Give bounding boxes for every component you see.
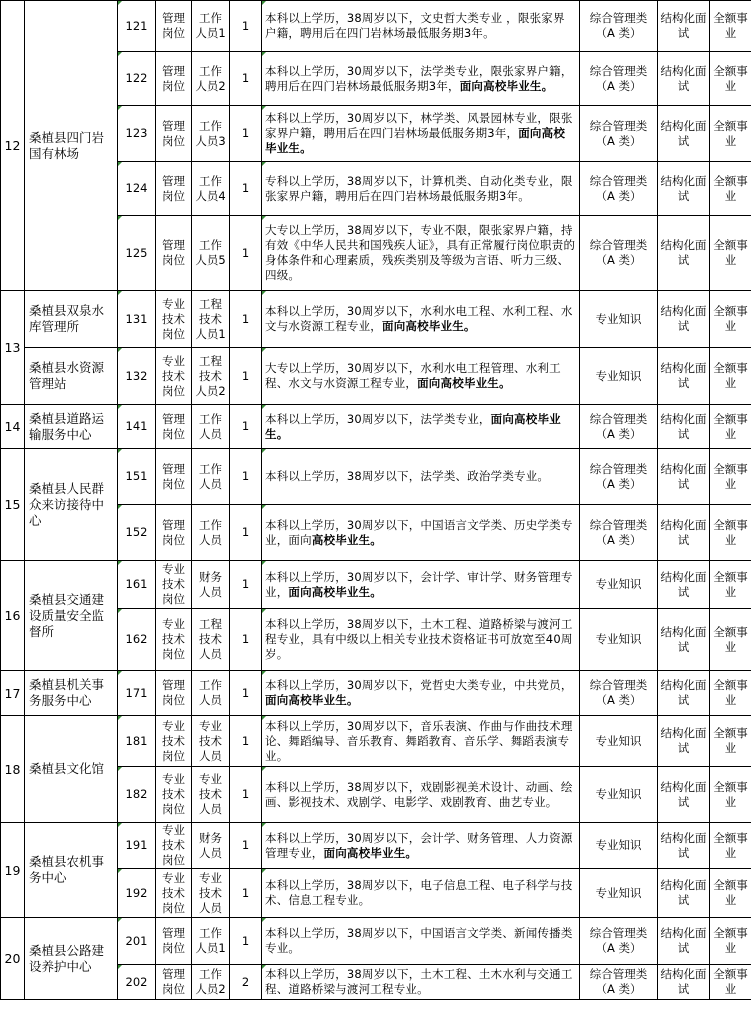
position-name-cell: 工作人员 — [192, 449, 230, 505]
position-code-cell: 181 — [118, 716, 156, 767]
position-code-cell: 124 — [118, 162, 156, 216]
headcount-cell: 1 — [230, 52, 262, 106]
requirements-text: 本科以上学历，30周岁以下，党哲史大类专业，中共党员， — [265, 678, 573, 692]
position-name-cell: 工程技术人员2 — [192, 348, 230, 405]
headcount-cell: 1 — [230, 106, 262, 162]
requirements-text: 本科以上学历，38周岁以下，土木工程、道路桥梁与渡河工程专业，具有中级以上相关专业技术资格证书可放宽至40周岁。 — [265, 617, 573, 661]
headcount-cell: 1 — [230, 449, 262, 505]
requirements-text: 本科以上学历，30周岁以下，会计学、审计学、财务管理专业， — [265, 569, 573, 599]
funding-nature-cell: 全额事业 — [710, 767, 751, 823]
position-category-cell: 专业技术岗位 — [156, 767, 192, 823]
sequence-cell: 14 — [1, 405, 25, 449]
requirements-emphasis: 面向高校毕业生。 — [265, 126, 566, 155]
requirements-text: 专科以上学历，38周岁以下，计算机类、自动化类专业，限张家界户籍，聘用后在四门岩林场最低服务期3年。 — [265, 173, 573, 203]
position-name-cell: 工作人员1 — [192, 1, 230, 52]
requirements-cell — [262, 449, 580, 505]
funding-nature-cell: 全额事业 — [710, 216, 751, 291]
unit-name-cell: 桑植县公路建设养护中心 — [25, 918, 118, 1000]
written-test-cell: 专业知识 — [580, 869, 658, 918]
requirements-text: 本科以上学历，30周岁以下，音乐表演、作曲与作曲技术理论、舞蹈编导、音乐教育、舞蹈教育、音乐学、舞蹈表演专业。 — [265, 718, 573, 763]
position-category-cell: 管理岗位 — [156, 671, 192, 716]
written-test-cell: 专业知识 — [580, 348, 658, 405]
sequence-cell: 18 — [1, 716, 25, 823]
requirements-cell — [262, 671, 580, 716]
interview-type-cell: 结构化面试 — [658, 609, 710, 671]
position-code-cell: 121 — [118, 1, 156, 52]
requirements-text: 本科以上学历，38周岁以下，法学类、政治学类专业。 — [265, 469, 550, 483]
written-test-cell: 综合管理类（A 类） — [580, 918, 658, 965]
requirements-cell — [262, 405, 580, 449]
written-test-cell: 专业知识 — [580, 291, 658, 348]
position-code-cell: 161 — [118, 561, 156, 609]
requirements-cell — [262, 291, 580, 348]
position-category-cell: 管理岗位 — [156, 505, 192, 561]
funding-nature-cell: 全额事业 — [710, 1, 751, 52]
position-name-cell: 工作人员 — [192, 505, 230, 561]
position-code-cell: 192 — [118, 869, 156, 918]
position-category-cell: 管理岗位 — [156, 405, 192, 449]
position-category-cell: 专业技术岗位 — [156, 823, 192, 869]
sequence-cell: 20 — [1, 918, 25, 1000]
interview-type-cell: 结构化面试 — [658, 767, 710, 823]
unit-name-cell: 桑植县水资源管理站 — [25, 348, 118, 405]
headcount-cell: 2 — [230, 965, 262, 1000]
requirements-text: 本科以上学历，30周岁以下，林学类、风景园林专业，限张家界户籍，聘用后在四门岩林场最低服务期3年， — [265, 111, 573, 140]
position-name-cell: 工作人员2 — [192, 52, 230, 106]
headcount-cell: 1 — [230, 348, 262, 405]
interview-type-cell: 结构化面试 — [658, 918, 710, 965]
position-name-cell: 专业技术人员 — [192, 716, 230, 767]
table-row — [1, 561, 751, 609]
funding-nature-cell: 全额事业 — [710, 291, 751, 348]
requirements-text: 本科以上学历，30周岁以下，中国语言文学类、历史学类专业，面向 — [265, 517, 573, 547]
table-row — [1, 348, 751, 405]
position-code-cell: 141 — [118, 405, 156, 449]
position-code-cell: 151 — [118, 449, 156, 505]
position-name-cell: 工作人员 — [192, 405, 230, 449]
headcount-cell: 1 — [230, 823, 262, 869]
unit-name-cell: 桑植县人民群众来访接待中心 — [25, 449, 118, 561]
table-row — [1, 918, 751, 965]
position-name-cell: 专业技术人员 — [192, 869, 230, 918]
written-test-cell: 综合管理类（A 类） — [580, 671, 658, 716]
position-code-cell: 162 — [118, 609, 156, 671]
position-name-cell: 工作人员1 — [192, 918, 230, 965]
written-test-cell: 综合管理类（A 类） — [580, 106, 658, 162]
position-category-cell: 专业技术岗位 — [156, 291, 192, 348]
requirements-cell — [262, 869, 580, 918]
written-test-cell: 综合管理类（A 类） — [580, 216, 658, 291]
written-test-cell: 专业知识 — [580, 767, 658, 823]
requirements-cell — [262, 918, 580, 965]
position-code-cell: 152 — [118, 505, 156, 561]
position-category-cell: 管理岗位 — [156, 965, 192, 1000]
written-test-cell: 综合管理类（A 类） — [580, 965, 658, 1000]
interview-type-cell: 结构化面试 — [658, 106, 710, 162]
position-name-cell: 工程技术人员1 — [192, 291, 230, 348]
position-name-cell: 工作人员4 — [192, 162, 230, 216]
funding-nature-cell: 全额事业 — [710, 609, 751, 671]
headcount-cell: 1 — [230, 216, 262, 291]
interview-type-cell: 结构化面试 — [658, 965, 710, 1000]
interview-type-cell: 结构化面试 — [658, 405, 710, 449]
position-code-cell: 132 — [118, 348, 156, 405]
headcount-cell: 1 — [230, 609, 262, 671]
unit-name-cell: 桑植县机关事务服务中心 — [25, 671, 118, 716]
unit-name-cell: 桑植县四门岩国有林场 — [25, 1, 118, 291]
written-test-cell: 专业知识 — [580, 561, 658, 609]
interview-type-cell: 结构化面试 — [658, 1, 710, 52]
position-code-cell: 131 — [118, 291, 156, 348]
position-code-cell: 123 — [118, 106, 156, 162]
interview-type-cell: 结构化面试 — [658, 216, 710, 291]
requirements-cell — [262, 965, 580, 1000]
unit-name-cell: 桑植县双泉水库管理所 — [25, 291, 118, 348]
sequence-cell: 17 — [1, 671, 25, 716]
requirements-cell — [262, 505, 580, 561]
position-category-cell: 专业技术岗位 — [156, 348, 192, 405]
requirements-cell — [262, 1, 580, 52]
position-name-cell: 工程技术人员 — [192, 609, 230, 671]
written-test-cell: 专业知识 — [580, 609, 658, 671]
requirements-text: 本科以上学历，38周岁以下，土木工程、土木水利与交通工程、道路桥梁与渡河工程专业。 — [265, 967, 573, 996]
table-row — [1, 671, 751, 716]
sequence-cell: 15 — [1, 449, 25, 561]
interview-type-cell: 结构化面试 — [658, 869, 710, 918]
funding-nature-cell: 全额事业 — [710, 561, 751, 609]
table-row — [1, 405, 751, 449]
interview-type-cell: 结构化面试 — [658, 505, 710, 561]
requirements-cell — [262, 609, 580, 671]
position-name-cell: 财务人员 — [192, 823, 230, 869]
headcount-cell: 1 — [230, 1, 262, 52]
headcount-cell: 1 — [230, 716, 262, 767]
position-code-cell: 171 — [118, 671, 156, 716]
headcount-cell: 1 — [230, 505, 262, 561]
requirements-emphasis: 面向高校毕业生。 — [265, 693, 359, 707]
requirements-cell — [262, 716, 580, 767]
sequence-cell: 12 — [1, 1, 25, 291]
written-test-cell: 综合管理类（A 类） — [580, 505, 658, 561]
position-code-cell: 125 — [118, 216, 156, 291]
position-name-cell: 工作人员5 — [192, 216, 230, 291]
interview-type-cell: 结构化面试 — [658, 291, 710, 348]
sequence-cell: 13 — [1, 291, 25, 405]
interview-type-cell: 结构化面试 — [658, 561, 710, 609]
position-category-cell: 管理岗位 — [156, 216, 192, 291]
requirements-text: 本科以上学历，38周岁以下，戏剧影视美术设计、动画、绘画、影视技术、戏剧学、电影学、戏剧教育、曲艺专业。 — [265, 779, 573, 809]
table-row — [1, 716, 751, 767]
requirements-cell — [262, 348, 580, 405]
position-name-cell: 工作人员3 — [192, 106, 230, 162]
sequence-cell: 19 — [1, 823, 25, 918]
position-category-cell: 管理岗位 — [156, 106, 192, 162]
position-category-cell: 管理岗位 — [156, 449, 192, 505]
table-row — [1, 449, 751, 505]
requirements-text: 本科以上学历，38周岁以下，电子信息工程、电子科学与技术、信息工程专业。 — [265, 878, 573, 907]
position-category-cell: 专业技术岗位 — [156, 716, 192, 767]
funding-nature-cell: 全额事业 — [710, 348, 751, 405]
funding-nature-cell: 全额事业 — [710, 823, 751, 869]
position-name-cell: 工作人员2 — [192, 965, 230, 1000]
unit-name-cell: 桑植县农机事务中心 — [25, 823, 118, 918]
position-category-cell: 管理岗位 — [156, 1, 192, 52]
position-code-cell: 202 — [118, 965, 156, 1000]
table-row — [1, 823, 751, 869]
funding-nature-cell: 全额事业 — [710, 716, 751, 767]
funding-nature-cell: 全额事业 — [710, 162, 751, 216]
requirements-emphasis: 面向高校毕业生。 — [417, 376, 511, 390]
requirements-cell — [262, 52, 580, 106]
requirements-emphasis: 面向高校毕业生。 — [265, 411, 561, 441]
funding-nature-cell: 全额事业 — [710, 965, 751, 1000]
written-test-cell: 专业知识 — [580, 716, 658, 767]
position-category-cell: 管理岗位 — [156, 918, 192, 965]
funding-nature-cell: 全额事业 — [710, 106, 751, 162]
position-category-cell: 专业技术岗位 — [156, 561, 192, 609]
position-code-cell: 182 — [118, 767, 156, 823]
unit-name-cell: 桑植县道路运输服务中心 — [25, 405, 118, 449]
position-category-cell: 专业技术岗位 — [156, 609, 192, 671]
requirements-cell — [262, 216, 580, 291]
requirements-emphasis: 面向高校毕业生。 — [459, 78, 554, 93]
position-name-cell: 财务人员 — [192, 561, 230, 609]
requirements-cell — [262, 162, 580, 216]
requirements-emphasis: 面向高校毕业生。 — [323, 845, 418, 860]
position-category-cell: 管理岗位 — [156, 162, 192, 216]
written-test-cell: 综合管理类（A 类） — [580, 162, 658, 216]
interview-type-cell: 结构化面试 — [658, 716, 710, 767]
requirements-text: 本科以上学历，30周岁以下，会计学、财务管理、人力资源管理专业， — [265, 830, 573, 860]
headcount-cell: 1 — [230, 291, 262, 348]
headcount-cell: 1 — [230, 405, 262, 449]
interview-type-cell: 结构化面试 — [658, 823, 710, 869]
interview-type-cell: 结构化面试 — [658, 671, 710, 716]
requirements-text: 本科以上学历，38周岁以下，中国语言文学类、新闻传播类专业。 — [265, 926, 573, 955]
position-code-cell: 201 — [118, 918, 156, 965]
unit-name-cell: 桑植县交通建设质量安全监督所 — [25, 561, 118, 671]
written-test-cell: 综合管理类（A 类） — [580, 1, 658, 52]
requirements-cell — [262, 106, 580, 162]
written-test-cell: 综合管理类（A 类） — [580, 52, 658, 106]
written-test-cell: 专业知识 — [580, 823, 658, 869]
requirements-text: 本科以上学历，38周岁以下，文史哲大类专业 ，限张家界户籍，聘用后在四门岩林场最低服务期3年。 — [265, 11, 565, 40]
position-name-cell: 工作人员 — [192, 671, 230, 716]
headcount-cell: 1 — [230, 671, 262, 716]
position-category-cell: 专业技术岗位 — [156, 869, 192, 918]
headcount-cell: 1 — [230, 767, 262, 823]
table-row — [1, 291, 751, 348]
written-test-cell: 综合管理类（A 类） — [580, 449, 658, 505]
interview-type-cell: 结构化面试 — [658, 449, 710, 505]
requirements-cell — [262, 561, 580, 609]
written-test-cell: 综合管理类（A 类） — [580, 405, 658, 449]
requirements-emphasis: 高校毕业生。 — [311, 532, 383, 547]
headcount-cell: 1 — [230, 162, 262, 216]
funding-nature-cell: 全额事业 — [710, 505, 751, 561]
position-name-cell: 专业技术人员 — [192, 767, 230, 823]
interview-type-cell: 结构化面试 — [658, 348, 710, 405]
position-code-cell: 191 — [118, 823, 156, 869]
funding-nature-cell: 全额事业 — [710, 449, 751, 505]
funding-nature-cell: 全额事业 — [710, 52, 751, 106]
headcount-cell: 1 — [230, 869, 262, 918]
headcount-cell: 1 — [230, 561, 262, 609]
requirements-text: 大专以上学历，38周岁以下，专业不限，限张家界户籍，持有效《中华人民共和国残疾人证》，具有正常履行岗位职责的身体条件和心理素质，残疾类别及等级为言语、听力三级、四级。 — [265, 223, 576, 282]
requirements-emphasis: 面向高校毕业生。 — [382, 319, 476, 333]
sequence-cell: 16 — [1, 561, 25, 671]
requirements-text: 本科以上学历，30周岁以下，法学类专业，限张家界户籍，聘用后在四门岩林场最低服务期3年， — [265, 63, 573, 93]
requirements-emphasis: 面向高校毕业生。 — [288, 584, 383, 599]
requirements-cell — [262, 823, 580, 869]
requirements-text: 大专以上学历，30周岁以下，水利水电工程管理、水利工程、水文与水资源工程专业， — [265, 361, 561, 390]
table-row — [1, 1, 751, 52]
unit-name-cell: 桑植县文化馆 — [25, 716, 118, 823]
interview-type-cell: 结构化面试 — [658, 52, 710, 106]
funding-nature-cell: 全额事业 — [710, 405, 751, 449]
requirements-cell — [262, 767, 580, 823]
funding-nature-cell: 全额事业 — [710, 671, 751, 716]
headcount-cell: 1 — [230, 918, 262, 965]
requirements-text: 本科以上学历，30周岁以下，水利水电工程、水利工程、水文与水资源工程专业， — [265, 304, 573, 333]
funding-nature-cell: 全额事业 — [710, 869, 751, 918]
requirements-text: 本科以上学历，30周岁以下，法学类专业， — [265, 411, 491, 426]
position-category-cell: 管理岗位 — [156, 52, 192, 106]
interview-type-cell: 结构化面试 — [658, 162, 710, 216]
funding-nature-cell: 全额事业 — [710, 918, 751, 965]
position-code-cell: 122 — [118, 52, 156, 106]
